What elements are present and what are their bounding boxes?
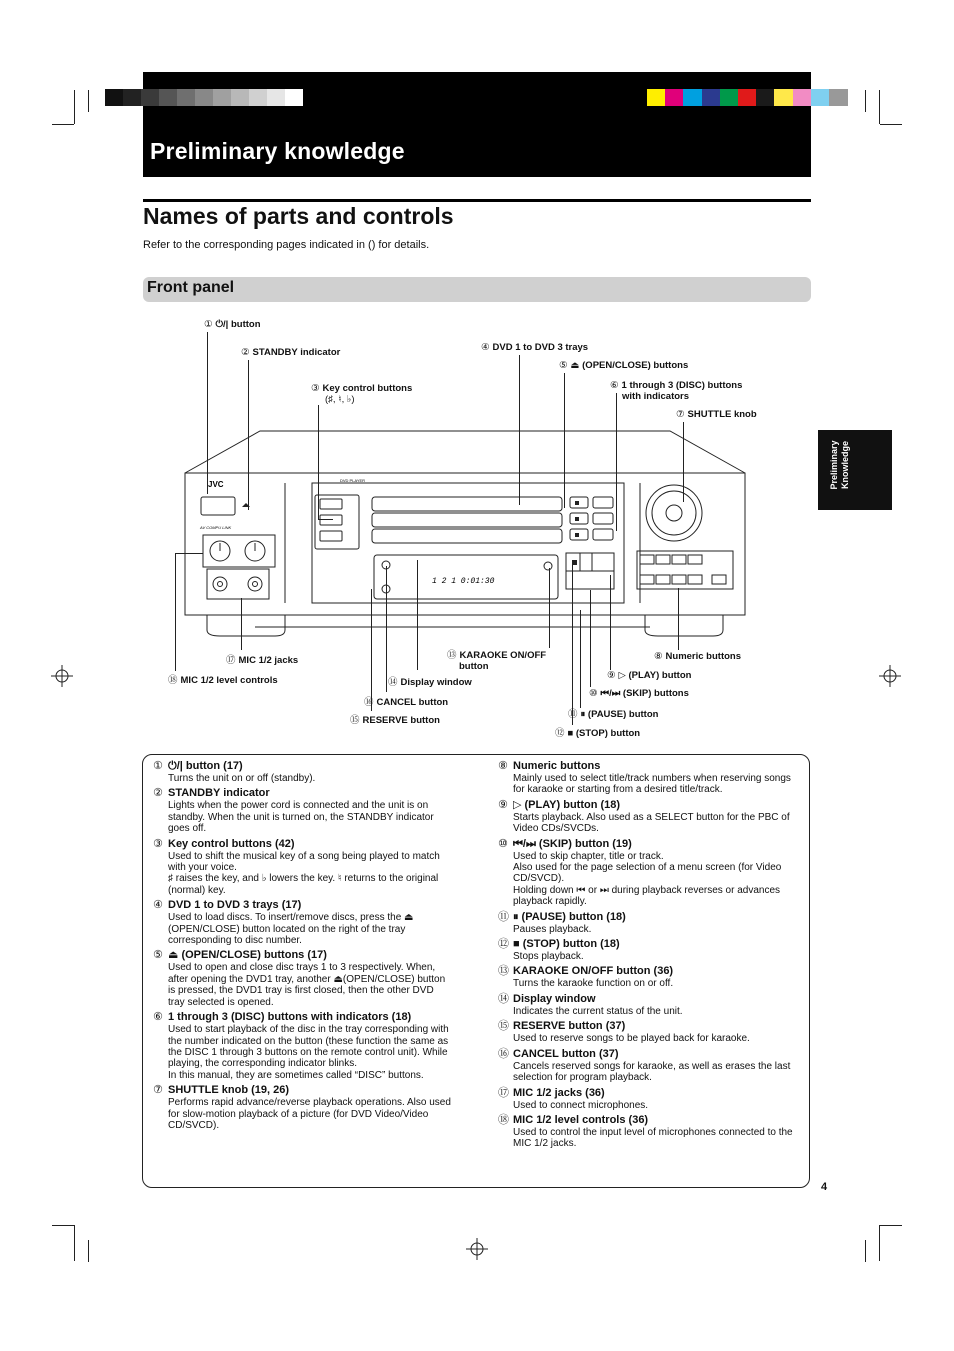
- item-title: ⏏ (OPEN/CLOSE) buttons (17): [168, 949, 327, 962]
- leader-line: [610, 575, 611, 670]
- crop-mark: [88, 1240, 89, 1262]
- item-number: ⑦: [153, 1084, 163, 1097]
- callout-shuttle-knob: ⑦ SHUTTLE knob: [676, 409, 757, 420]
- display-readout: 1 2 1 0:01:30: [432, 577, 495, 586]
- item-number: ⑱: [498, 1113, 509, 1126]
- section-bar: [143, 277, 811, 302]
- leader-line: [175, 553, 203, 554]
- callout-key-control: ③ Key control buttons (♯, ♮, ♭): [311, 383, 413, 405]
- item-title: SHUTTLE knob (19, 26): [168, 1084, 290, 1097]
- description-body: Used to shift the musical key of a song being played to match with your voice. ♯ raises the key, and ♭ lowers the key. ♮ returns to the original (normal) key.: [168, 850, 440, 896]
- leader-line: [318, 519, 333, 520]
- description-title: [153, 949, 453, 962]
- description-title: [498, 760, 798, 773]
- description-item: [498, 760, 798, 796]
- item-title: Key control buttons (42): [168, 837, 295, 850]
- gray-swatch: [195, 89, 213, 106]
- color-swatch: [756, 89, 775, 106]
- item-number: ⑮: [498, 1020, 509, 1033]
- leader-line: [590, 590, 591, 687]
- front-panel-diagram: [180, 425, 750, 640]
- color-swatch: [774, 89, 793, 106]
- description-body: Used to control the input level of microphones connected to the MIC 1/2 jacks.: [513, 1126, 793, 1150]
- item-title: DVD 1 to DVD 3 trays (17): [168, 899, 302, 912]
- description-item: [498, 965, 798, 989]
- description-body: Used to connect microphones.: [513, 1099, 649, 1111]
- item-number: ①: [153, 760, 163, 772]
- crop-mark: [865, 90, 866, 112]
- description-body: Lights when the power cord is connected and the unit is on standby. When the unit is turned on, the STANDBY indicator goes off.: [168, 800, 434, 835]
- leader-line: [386, 566, 387, 692]
- description-body: Pauses playback.: [513, 923, 592, 935]
- item-number: ⑬: [498, 965, 509, 978]
- registration-mark-icon: [51, 665, 73, 687]
- description-body: Starts playback. Also used as a SELECT button for the PBC of Video CDs/SVCDs.: [513, 811, 790, 835]
- description-title: [498, 838, 798, 851]
- page-title: Names of parts and controls: [143, 203, 454, 229]
- gray-swatch: [177, 89, 195, 106]
- callout-cancel: ⑯ CANCEL button: [364, 697, 449, 708]
- item-title: ■ (STOP) button (18): [513, 938, 620, 951]
- callout-pause: ⑪ ⏸ (PAUSE) button: [568, 709, 659, 720]
- callout-standby-indicator: ② STANDBY indicator: [241, 347, 341, 358]
- description-body: Performs rapid advance/reverse playback operations. Also used for slow-motion playback of a picture (for DVD Video/Video CD/SVCD).: [168, 1097, 451, 1131]
- callout-play: ⑨ ▷ (PLAY) button: [607, 670, 692, 681]
- callout-stop: ⑫ ■ (STOP) button: [555, 728, 641, 739]
- leader-line: [678, 588, 679, 650]
- description-item: [153, 838, 453, 897]
- item-title: KARAOKE ON/OFF button (36): [513, 965, 674, 978]
- description-title: [498, 1048, 798, 1061]
- item-title: CANCEL button (37): [513, 1047, 619, 1060]
- item-title: 1 through 3 (DISC) buttons with indicators (18): [168, 1011, 412, 1024]
- leader-line: [519, 355, 520, 505]
- model-label: DVD PLAYER: [340, 478, 366, 483]
- description-title: [153, 899, 453, 912]
- crop-mark: [880, 1225, 902, 1226]
- description-title: [498, 993, 798, 1006]
- description-item: [498, 911, 798, 935]
- description-title: [498, 799, 798, 812]
- description-item: [153, 787, 453, 834]
- page-number: 4: [821, 1181, 828, 1193]
- gray-swatch: [249, 89, 267, 106]
- item-number: ⑭: [498, 992, 509, 1005]
- title-rule: [143, 199, 811, 202]
- callout-open-close: ⑤ ⏏ (OPEN/CLOSE) buttons: [559, 360, 689, 371]
- description-body: Turns the karaoke function on or off.: [513, 978, 674, 990]
- color-swatch: [738, 89, 757, 106]
- description-body: Used to skip chapter, title or track. Also used for the page selection of a menu screen (for Video CD/SVCD). Holding down ⏮ or ⏭ during playback reverses or advances playback rapidly.: [513, 850, 782, 908]
- description-item: [498, 1048, 798, 1084]
- registration-mark-icon: [879, 665, 901, 687]
- header-title: Preliminary knowledge: [150, 138, 405, 164]
- crop-mark: [74, 1225, 75, 1261]
- description-body: Used to reserve songs to be played back for karaoke.: [513, 1033, 750, 1045]
- leader-line: [241, 598, 242, 650]
- description-item: [153, 949, 453, 1008]
- description-title: [498, 1020, 798, 1033]
- crop-mark: [52, 1225, 74, 1226]
- callout-reserve: ⑮ RESERVE button: [350, 715, 440, 726]
- callout-dvd-trays: ④ DVD 1 to DVD 3 trays: [481, 342, 589, 353]
- description-body: Used to load discs. To insert/remove discs, press the ⏏ (OPEN/CLOSE) button located on the right of the tray corresponding to disc number.: [168, 912, 414, 947]
- description-body: Mainly used to select title/track numbers when reserving songs for karaoke or starting from a desired title/track.: [513, 773, 791, 796]
- gray-swatch: [285, 89, 303, 106]
- color-swatch: [829, 89, 848, 106]
- callout-mic-jacks: ⑰ MIC 1/2 jacks: [226, 655, 299, 666]
- color-swatch: [665, 89, 684, 106]
- leader-line: [207, 332, 208, 494]
- description-body: Used to start playback of the disc in the tray corresponding with the number indicated on the button (these function the same as the DISC 1 through 3 buttons on the remote control unit). While playing, the corresponding indicator blinks. In this manual, they are sometimes called “DISC” buttons.: [168, 1024, 449, 1081]
- crop-mark: [880, 124, 902, 125]
- description-item: [498, 1114, 798, 1150]
- item-number: ④: [153, 899, 163, 912]
- item-title: MIC 1/2 level controls (36): [513, 1113, 649, 1126]
- callout-skip: ⑩ ⏮/⏭ (SKIP) buttons: [589, 688, 689, 699]
- item-number: ⑥: [153, 1011, 163, 1024]
- leader-line: [616, 393, 617, 531]
- callout-numeric-buttons: ⑧ Numeric buttons: [654, 651, 742, 662]
- description-column-right: [498, 760, 798, 1153]
- description-title: [498, 1087, 798, 1100]
- item-number: ⑰: [498, 1086, 509, 1099]
- item-title: MIC 1/2 jacks (36): [513, 1086, 605, 1099]
- item-title: ▷ (PLAY) button (18): [513, 798, 621, 811]
- description-body: Stops playback.: [513, 951, 584, 963]
- description-title: [153, 1084, 453, 1097]
- color-swatch: [720, 89, 739, 106]
- description-body: Used to open and close disc trays 1 to 3 respectively. When, after opening the DVD1 tray, another ⏏(OPEN/CLOSE) button is pressed, the DVD1 tray is first closed, then the other DVD tray selected is opened.: [168, 962, 446, 1008]
- section-title: Front panel: [147, 279, 235, 296]
- item-number: ⑧: [498, 760, 508, 772]
- gray-swatch: [141, 89, 159, 106]
- leader-line: [549, 568, 550, 648]
- item-number: ⑩: [498, 837, 508, 850]
- crop-mark: [74, 90, 75, 124]
- description-item: [498, 1020, 798, 1044]
- description-title: [498, 965, 798, 978]
- item-title: ⏻/| button (17): [168, 760, 243, 772]
- description-item: [498, 938, 798, 962]
- description-title: [498, 1114, 798, 1127]
- gray-swatch: [123, 89, 141, 106]
- description-body: Indicates the current status of the unit.: [513, 1005, 683, 1017]
- crop-mark: [879, 1225, 880, 1261]
- gray-swatch: [231, 89, 249, 106]
- leader-line: [175, 553, 176, 671]
- callout-karaoke: ⑬ KARAOKE ON/OFF button: [447, 650, 547, 672]
- description-title: [153, 1011, 453, 1024]
- callout-power-button: ① ⏻/| button: [204, 319, 261, 330]
- description-item: [498, 1087, 798, 1111]
- crop-mark: [88, 90, 89, 112]
- leader-line: [248, 360, 249, 510]
- description-item: [498, 838, 798, 908]
- crop-mark: [865, 1240, 866, 1262]
- leader-line: [417, 560, 418, 670]
- item-title: ⏸ (PAUSE) button (18): [513, 910, 626, 923]
- registration-mark-icon: [466, 1238, 488, 1260]
- description-body: Turns the unit on or off (standby).: [168, 773, 316, 784]
- intro-text: Refer to the corresponding pages indicated in () for details.: [143, 239, 430, 251]
- leader-line: [371, 589, 372, 711]
- crop-mark: [52, 124, 74, 125]
- item-title: STANDBY indicator: [168, 787, 270, 800]
- gray-swatch: [159, 89, 177, 106]
- crop-mark: [879, 90, 880, 124]
- color-swatch: [793, 89, 812, 106]
- description-title: [153, 838, 453, 851]
- gray-swatch: [213, 89, 231, 106]
- item-title: Display window: [513, 992, 596, 1005]
- item-number: ⑫: [498, 938, 509, 951]
- description-title: [498, 911, 798, 924]
- brand-logo: JVC: [208, 480, 224, 489]
- item-number: ⑨: [498, 798, 508, 811]
- item-number: ②: [153, 787, 163, 800]
- item-number: ③: [153, 837, 163, 850]
- compu-link-label: AV COMPU LINK: [200, 525, 232, 530]
- description-item: [498, 799, 798, 835]
- leader-line: [683, 422, 684, 502]
- color-swatch: [702, 89, 721, 106]
- callout-mic-level: ⑱ MIC 1/2 level controls: [168, 675, 278, 686]
- leader-line: [318, 405, 319, 520]
- gray-swatch: [105, 89, 123, 106]
- description-item: [153, 760, 453, 784]
- item-title: Numeric buttons: [513, 760, 601, 772]
- leader-line: [564, 373, 565, 508]
- item-number: ⑪: [498, 910, 509, 923]
- description-item: [153, 1084, 453, 1131]
- description-title: [153, 787, 453, 800]
- side-tab-label: Preliminary Knowledge: [829, 440, 850, 490]
- color-swatch: [647, 89, 666, 106]
- description-body: Cancels reserved songs for karaoke, as well as erases the last selection for program playback.: [513, 1060, 791, 1084]
- description-item: [153, 1011, 453, 1081]
- item-number: ⑤: [153, 949, 163, 962]
- item-title: RESERVE button (37): [513, 1020, 626, 1033]
- color-swatch: [683, 89, 702, 106]
- description-item: [498, 993, 798, 1017]
- item-number: ⑯: [498, 1047, 509, 1060]
- description-column-left: [153, 760, 453, 1134]
- description-title: [153, 760, 453, 773]
- description-item: [153, 899, 453, 946]
- callout-display-window: ⑭ Display window: [388, 677, 472, 688]
- callout-disc-buttons: ⑥ 1 through 3 (DISC) buttons with indicators: [610, 380, 743, 402]
- color-swatch: [811, 89, 830, 106]
- leader-line: [572, 560, 573, 725]
- item-title: ⏮/⏭ (SKIP) button (19): [513, 837, 632, 850]
- description-title: [498, 938, 798, 951]
- leader-line: [580, 610, 581, 708]
- gray-swatch: [267, 89, 285, 106]
